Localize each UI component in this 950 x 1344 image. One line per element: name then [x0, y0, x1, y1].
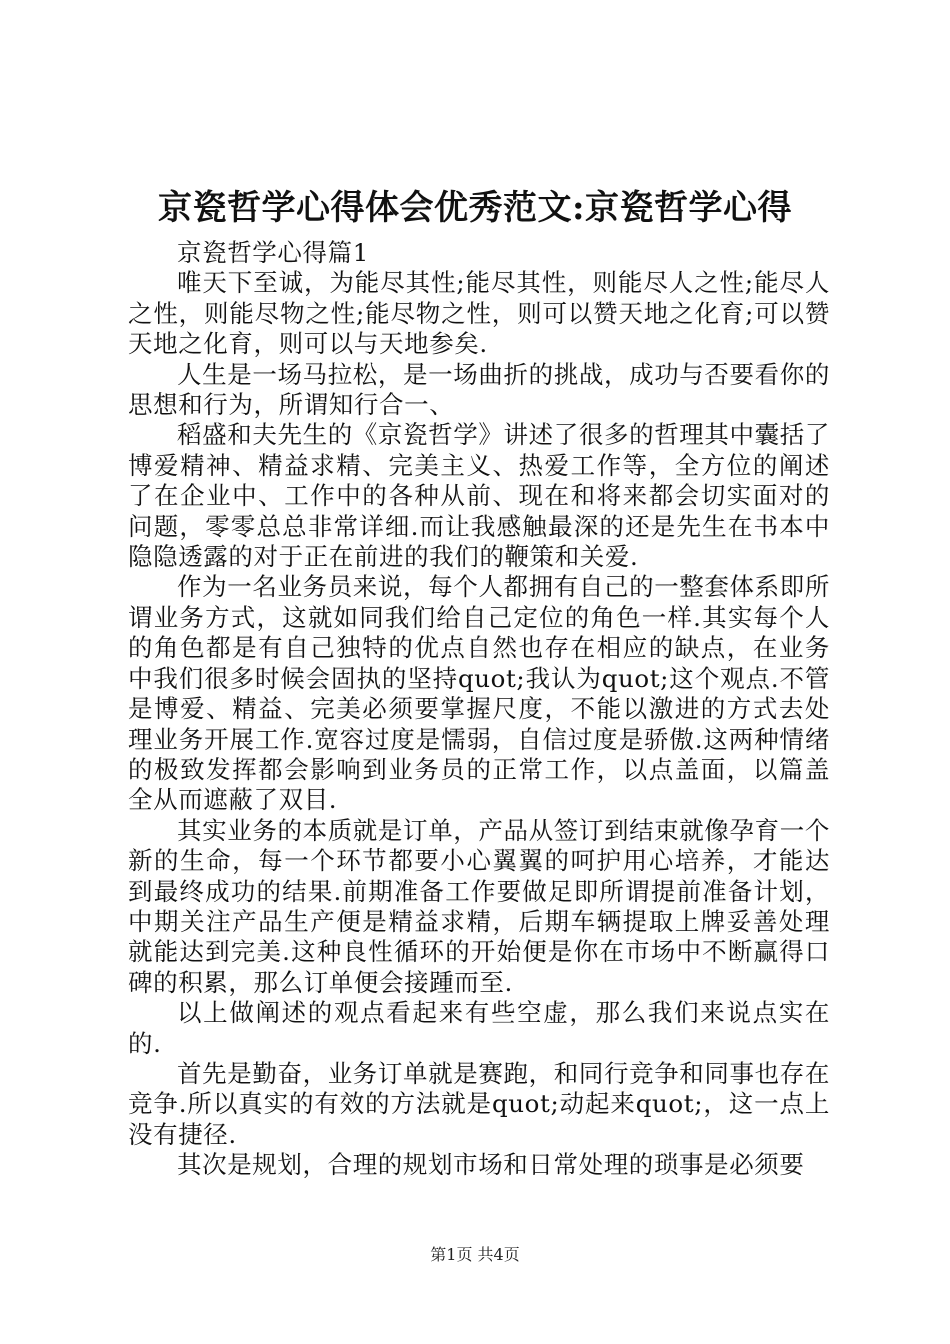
paragraph: 作为一名业务员来说，每个人都拥有自己的一整套体系即所谓业务方式，这就如同我们给自己定位的角色一样.其实每个人的角色都是有自己独特的优点自然也存在相应的缺点，在业务中我们很多时候会固执的坚持quot;我认为quot;这个观点.不管是博爱、精益、完美必须要掌握尺度，不能以激进的方式去处理业务开展工作.宽容过度是懦弱，自信过度是骄傲.这两种情绪的极致发挥都会影响到业务员的正常工作，以点盖面，以篇盖全从而遮蔽了双目. [128, 572, 830, 815]
paragraph: 其实业务的本质就是订单，产品从签订到结束就像孕育一个新的生命，每一个环节都要小心翼翼的呵护用心培养，才能达到最终成功的结果.前期准备工作要做足即所谓提前准备计划，中期关注产品生产便是精益求精，后期车辆提取上牌妥善处理就能达到完美.这种良性循环的开始便是你在市场中不断赢得口碑的积累，那么订单便会接踵而至. [128, 815, 830, 997]
paragraph: 稻盛和夫先生的《京瓷哲学》讲述了很多的哲理其中囊括了博爱精神、精益求精、完美主义、热爱工作等，全方位的阐述了在企业中、工作中的各种从前、现在和将来都会切实面对的问题，零零总总非常详细.而让我感触最深的还是先生在书本中隐隐透露的对于正在前进的我们的鞭策和关爱. [128, 420, 830, 572]
page-number-footer: 第1页 共4页 [430, 1245, 520, 1264]
paragraph: 以上做阐述的观点看起来有些空虚，那么我们来说点实在的. [128, 998, 830, 1058]
section-heading: 京瓷哲学心得篇1 [177, 238, 369, 267]
paragraph: 其次是规划，合理的规划市场和日常处理的琐事是必须要 [177, 1150, 805, 1180]
paragraph: 首先是勤奋，业务订单就是赛跑，和同行竞争和同事也存在竞争.所以真实的有效的方法就是quot;动起来quot;，这一点上没有捷径. [128, 1058, 830, 1149]
paragraph: 唯天下至诚，为能尽其性;能尽其性，则能尽人之性;能尽人之性，则能尽物之性;能尽物之性，则可以赞天地之化育;可以赞天地之化育，则可以与天地参矣. [128, 268, 830, 359]
paragraph: 人生是一场马拉松，是一场曲折的挑战，成功与否要看你的思想和行为，所谓知行合一、 [128, 359, 830, 420]
document-title: 京瓷哲学心得体会优秀范文:京瓷哲学心得 [157, 188, 793, 228]
document-body [128, 238, 830, 1181]
